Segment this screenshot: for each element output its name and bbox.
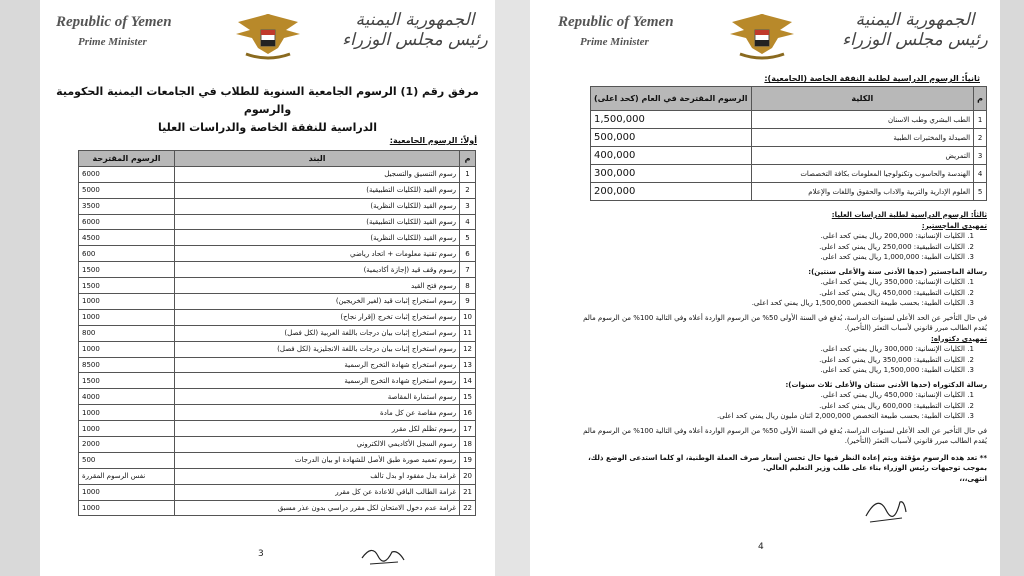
- table-row: [79, 341, 476, 357]
- final-tail: انتهى،،،: [959, 474, 987, 483]
- num-cell: 10: [460, 309, 476, 325]
- table-row: [79, 246, 476, 262]
- table-row: [79, 357, 476, 373]
- num-cell: 5: [974, 183, 987, 201]
- document-page-4: [530, 0, 1000, 576]
- num-cell: 19: [460, 452, 476, 468]
- header-english: [56, 14, 172, 48]
- list-item: 3. الكليات الطبية: بحسب طبيعة التخصص 2,000,000 اثنان مليون ريال يمني كحد اعلى.: [570, 411, 965, 422]
- item-cell: رسوم مقاصة عن كل مادة: [175, 405, 460, 421]
- item-cell: رسوم استخراج إثبات تخرج (إقرار نجاح): [175, 309, 460, 325]
- table-header-row: [591, 87, 987, 111]
- fee-cell: 200,000: [591, 183, 752, 201]
- table-row: [79, 182, 476, 198]
- list-item: 1. الكليات الإنسانية: 350,000 ريال يمني كحد اعلى.: [570, 277, 965, 288]
- fee-cell: 1000: [79, 500, 175, 516]
- table-header-row: [79, 151, 476, 167]
- header-num: م: [460, 151, 476, 167]
- fee-cell: 800: [79, 325, 175, 341]
- header-fee: الرسوم المقترحة: [79, 151, 175, 167]
- fee-cell: 1000: [79, 484, 175, 500]
- num-cell: 2: [974, 129, 987, 147]
- item-cell: رسوم تظلم لكل مقرر: [175, 421, 460, 437]
- fee-cell: 4000: [79, 389, 175, 405]
- private-fees-table: [590, 86, 987, 201]
- document-page-3: [40, 0, 495, 576]
- country-name-ar: الجمهورية اليمنية: [855, 10, 975, 30]
- table-body: [591, 111, 987, 201]
- header-faculty: الكلية: [751, 87, 974, 111]
- office-name-en: Prime Minister: [78, 36, 147, 48]
- header-english: [558, 14, 674, 48]
- signature: [358, 540, 408, 570]
- table-row: [79, 389, 476, 405]
- header-num: م: [974, 87, 987, 111]
- phd-thesis-title: رسالة الدكتوراه (حدها الأدنى سنتان والأعلى ثلاث سنوات):: [785, 380, 987, 389]
- table-row: [591, 129, 987, 147]
- item-cell: رسوم استخراج شهادة التخرج الرسمية: [175, 373, 460, 389]
- table-body: [79, 166, 476, 516]
- num-cell: 4: [974, 165, 987, 183]
- signature: [860, 488, 910, 528]
- table-row: [79, 262, 476, 278]
- fee-cell: 2000: [79, 437, 175, 453]
- table-row: [591, 165, 987, 183]
- fee-cell: 600: [79, 246, 175, 262]
- item-cell: رسوم القيد (للكليات النظرية): [175, 230, 460, 246]
- page-number: 4: [758, 542, 764, 552]
- fee-cell: نفس الرسوم المقررة: [79, 468, 175, 484]
- num-cell: 22: [460, 500, 476, 516]
- table-row: [79, 500, 476, 516]
- item-cell: رسوم التنسيق والتسجيل: [175, 166, 460, 182]
- fee-cell: 6000: [79, 214, 175, 230]
- office-name-en: Prime Minister: [580, 36, 649, 48]
- num-cell: 9: [460, 294, 476, 310]
- fee-cell: 1500: [79, 278, 175, 294]
- table-row: [591, 183, 987, 201]
- masters-prep-title: تمهيدي الماجستير:: [921, 221, 987, 230]
- yemen-eagle-emblem: [722, 8, 802, 62]
- num-cell: 3: [460, 198, 476, 214]
- table-row: [591, 111, 987, 129]
- fee-cell: 500,000: [591, 129, 752, 147]
- faculty-cell: التمريض: [751, 147, 974, 165]
- header-arabic: [340, 10, 490, 50]
- phd-thesis-list: [570, 390, 987, 422]
- table-row: [79, 468, 476, 484]
- item-cell: غرامة عدم دخول الامتحان لكل مقرر دراسي بدون عذر مسبق: [175, 500, 460, 516]
- num-cell: 3: [974, 147, 987, 165]
- num-cell: 1: [974, 111, 987, 129]
- faculty-cell: العلوم الإدارية والتربية والاداب والحقوق واللغات والإعلام: [751, 183, 974, 201]
- item-cell: غرامة الطالب الباقي للاعادة عن كل مقرر: [175, 484, 460, 500]
- graduate-fees-section: [570, 210, 987, 484]
- university-fees-table: [78, 150, 476, 516]
- list-item: 1. الكليات الإنسانية: 300,000 ريال يمني كحد اعلى.: [570, 344, 965, 355]
- faculty-cell: الطب البشري وطب الاسنان: [751, 111, 974, 129]
- item-cell: رسوم استخراج إثبات بيان درجات باللغة العربية (لكل فصل): [175, 325, 460, 341]
- num-cell: 13: [460, 357, 476, 373]
- item-cell: رسوم تقنية معلومات + اتحاد رياضي: [175, 246, 460, 262]
- item-cell: رسوم تعميد صورة طبق الأصل للشهادة او بيان الدرجات: [175, 452, 460, 468]
- num-cell: 12: [460, 341, 476, 357]
- item-cell: غرامة بدل مفقود او بدل تالف: [175, 468, 460, 484]
- header-fee: الرسوم المقترحة في العام (كحد اعلى): [591, 87, 752, 111]
- section-3-label: ثالثاً: الرسوم الدراسية لطلبة الدراسات العليا:: [831, 211, 987, 219]
- table-row: [79, 405, 476, 421]
- num-cell: 4: [460, 214, 476, 230]
- table-row: [79, 166, 476, 182]
- country-name-ar: الجمهورية اليمنية: [355, 10, 475, 30]
- num-cell: 2: [460, 182, 476, 198]
- fee-cell: 400,000: [591, 147, 752, 165]
- num-cell: 17: [460, 421, 476, 437]
- list-item: 2. الكليات التطبيقية: 250,000 ريال يمني كحد اعلى.: [570, 242, 965, 253]
- num-cell: 6: [460, 246, 476, 262]
- fee-cell: 500: [79, 452, 175, 468]
- num-cell: 1: [460, 166, 476, 182]
- title-line-1: مرفق رقم (1) الرسوم الجامعية السنوية للطلاب في الجامعات اليمنية الحكومية والرسوم: [56, 85, 479, 116]
- header-item: البند: [175, 151, 460, 167]
- country-name-en: Republic of Yemen: [558, 14, 674, 30]
- item-cell: رسوم السجل الأكاديمي الالكتروني: [175, 437, 460, 453]
- fee-cell: 6000: [79, 166, 175, 182]
- item-cell: رسوم القيد (للكليات التطبيقية): [175, 214, 460, 230]
- item-cell: رسوم القيد (للكليات النظرية): [175, 198, 460, 214]
- fee-cell: 1000: [79, 421, 175, 437]
- table-row: [79, 214, 476, 230]
- num-cell: 20: [460, 468, 476, 484]
- fee-cell: 8500: [79, 357, 175, 373]
- page-number: 3: [258, 549, 264, 559]
- list-item: 3. الكليات الطبية: 1,500,000 ريال يمني كحد اعلى.: [570, 365, 965, 376]
- masters-prep-list: [570, 231, 987, 263]
- item-cell: رسوم استخراج إثبات بيان درجات باللغة الانجليزية (لكل فصل): [175, 341, 460, 357]
- fee-cell: 1000: [79, 294, 175, 310]
- phd-prep-title: تمهيدي دكتوراه:: [931, 334, 987, 343]
- item-cell: رسوم وقف قيد (إجازة أكاديمية): [175, 262, 460, 278]
- list-item: 3. الكليات الطبية: بحسب طبيعة التخصص 1,500,000 ريال يمني كحد اعلى.: [570, 298, 965, 309]
- table-row: [79, 325, 476, 341]
- item-cell: رسوم استخراج إثبات قيد (لغير الخريجين): [175, 294, 460, 310]
- section-label: أولاً: الرسوم الجامعية:: [389, 136, 477, 145]
- table-row: [79, 230, 476, 246]
- phd-prep-list: [570, 344, 987, 376]
- item-cell: رسوم استخراج شهادة التخرج الرسمية: [175, 357, 460, 373]
- table-row: [79, 484, 476, 500]
- item-cell: رسوم استمارة المقاصة: [175, 389, 460, 405]
- fee-cell: 1000: [79, 341, 175, 357]
- list-item: 2. الكليات التطبيقية: 450,000 ريال يمني كحد اعلى.: [570, 288, 965, 299]
- table-row: [79, 278, 476, 294]
- num-cell: 5: [460, 230, 476, 246]
- num-cell: 11: [460, 325, 476, 341]
- title-line-2: الدراسية للنفقة الخاصة والدراسات العليا: [158, 121, 377, 134]
- table-row: [79, 437, 476, 453]
- page-gutter: [495, 0, 530, 576]
- item-cell: رسوم فتح القيد: [175, 278, 460, 294]
- fee-cell: 1500: [79, 373, 175, 389]
- fee-cell: 1000: [79, 309, 175, 325]
- item-cell: رسوم القيد (للكليات التطبيقية): [175, 182, 460, 198]
- num-cell: 14: [460, 373, 476, 389]
- delay-note-1: في حال التأخير عن الحد الأعلى لسنوات الدراسة، يُدفع في السنة الأولى 50% من الرسوم الواردة أعلاه وفي التالية 100% من الرسوم مالم يُقدم الطالب مبرر قانوني لأسباب التعثر (التأخير).: [583, 313, 987, 332]
- list-item: 3. الكليات الطبية: 1,000,000 ريال يمني كحد اعلى.: [570, 252, 965, 263]
- faculty-cell: الصيدلة والمختبرات الطبية: [751, 129, 974, 147]
- num-cell: 18: [460, 437, 476, 453]
- fee-cell: 1000: [79, 405, 175, 421]
- header-arabic: [840, 10, 990, 50]
- final-note: ** تعد هذه الرسوم مؤقتة ويتم إعادة النظر فيها حال تحسن أسعار صرف العملة الوطنية، او كلما استدعى الوضع ذلك، بموجب توجيهات رئيس الوزراء بناء على طلب وزير التعليم العالي.: [588, 453, 987, 472]
- office-name-ar: رئيس مجلس الوزراء: [842, 30, 988, 50]
- fee-cell: 300,000: [591, 165, 752, 183]
- list-item: 2. الكليات التطبيقية: 350,000 ريال يمني كحد اعلى.: [570, 355, 965, 366]
- fee-cell: 5000: [79, 182, 175, 198]
- delay-note-2: في حال التأخير عن الحد الأعلى لسنوات الدراسة، يُدفع في السنة الأولى 50% من الرسوم الواردة أعلاه وفي التالية 100% من الرسوم مالم يُقدم الطالب مبرر قانوني لأسباب التعثر (التأخير).: [583, 426, 987, 445]
- masters-thesis-list: [570, 277, 987, 309]
- table-row: [79, 421, 476, 437]
- list-item: 2. الكليات التطبيقية: 600,000 ريال يمني كحد اعلى.: [570, 401, 965, 412]
- yemen-eagle-emblem: [228, 8, 308, 62]
- masters-thesis-title: رسالة الماجستير (حدها الأدنى سنة والأعلى سنتين):: [808, 267, 987, 276]
- office-name-ar: رئيس مجلس الوزراء: [342, 30, 488, 50]
- fee-cell: 1500: [79, 262, 175, 278]
- faculty-cell: الهندسة والحاسوب وتكنولوجيا المعلومات بكافة التخصصات: [751, 165, 974, 183]
- document-title: [55, 83, 480, 137]
- table-row: [79, 198, 476, 214]
- list-item: 1. الكليات الإنسانية: 200,000 ريال يمني كحد اعلى.: [570, 231, 965, 242]
- table-row: [79, 294, 476, 310]
- table-row: [79, 373, 476, 389]
- table-row: [79, 452, 476, 468]
- num-cell: 15: [460, 389, 476, 405]
- table-row: [79, 309, 476, 325]
- num-cell: 8: [460, 278, 476, 294]
- num-cell: 16: [460, 405, 476, 421]
- list-item: 1. الكليات الإنسانية: 450,000 ريال يمني كحد اعلى.: [570, 390, 965, 401]
- country-name-en: Republic of Yemen: [56, 14, 172, 30]
- section-2-label: ثانياً: الرسوم الدراسية لطلبة النفقة الخاصة (الجامعية):: [764, 74, 980, 83]
- fee-cell: 1,500,000: [591, 111, 752, 129]
- num-cell: 7: [460, 262, 476, 278]
- table-row: [591, 147, 987, 165]
- fee-cell: 4500: [79, 230, 175, 246]
- fee-cell: 3500: [79, 198, 175, 214]
- num-cell: 21: [460, 484, 476, 500]
